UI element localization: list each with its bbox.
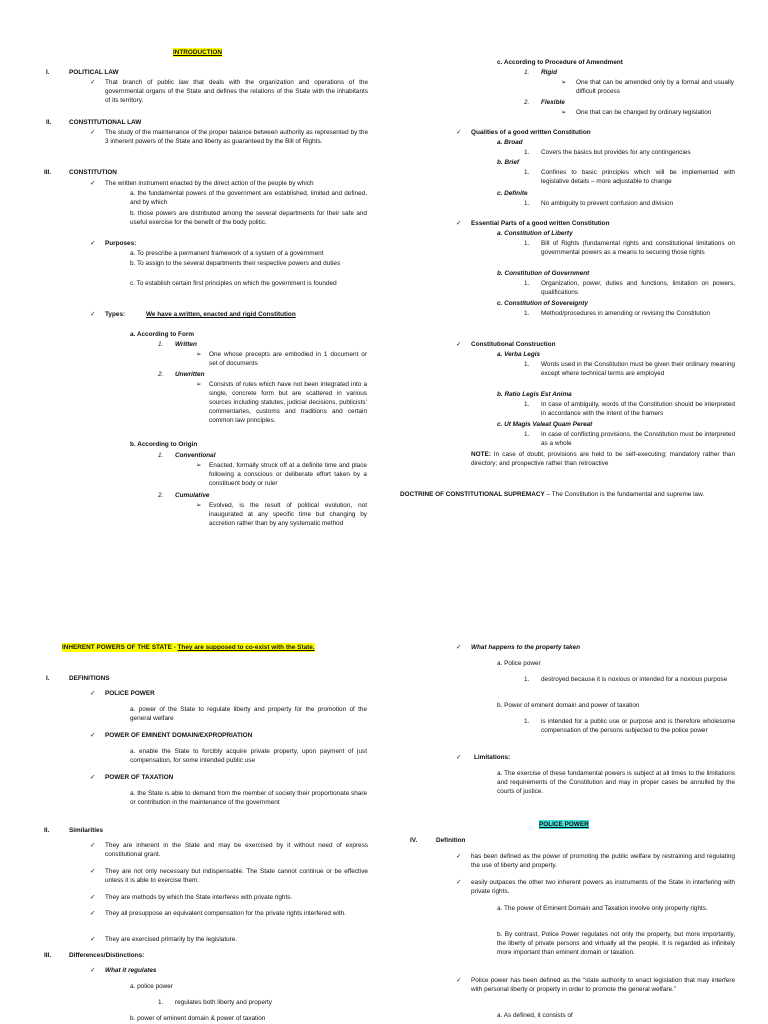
item-desc: One that can be changed by ordinary legislation: [576, 109, 712, 116]
sub-heading: a. According to Form: [130, 331, 195, 338]
list-item: easily outpaces the other two inherent powers as instruments of the State in interfering with private rights.: [471, 879, 735, 895]
list-item: They all presuppose an equivalent compensation for the private rights interfered with.: [105, 910, 346, 917]
item-num: 1.: [524, 280, 530, 287]
item-num: 1.: [158, 341, 164, 348]
sub-heading: b. According to Origin: [130, 441, 198, 448]
item-desc: regulates both liberty and property: [175, 999, 272, 1006]
item-term: Flexible: [541, 99, 565, 106]
check-icon: ✓: [90, 732, 96, 739]
qualities-heading: Qualities of a good written Constitution: [471, 129, 591, 136]
item-num: 2.: [158, 371, 164, 378]
arrow-icon: ➢: [196, 502, 202, 509]
sub-heading: c. According to Procedure of Amendment: [497, 59, 623, 66]
item-desc: Covers the basics but provides for any contingencies: [541, 149, 691, 156]
list-item: b. By contrast, Police Power regulates not only the property, but more importantly, the liberty of private persons and virtually all the people. It is regarded as infinitely more important than eminent domain or taxation.: [497, 931, 735, 956]
item-num: 1.: [524, 169, 530, 176]
item-num: 1.: [524, 240, 530, 247]
list-item: a. Police power: [497, 660, 541, 667]
check-icon: ✓: [456, 977, 462, 984]
list-item: c. To establish certain first principles on which the government is founded: [130, 280, 337, 287]
item-desc: In case of conflicting provisions, the Constitution must be interpreted as a whole: [541, 431, 735, 447]
check-icon: ✓: [456, 853, 462, 860]
item-num: 1.: [524, 310, 530, 317]
sub-term: a. Broad: [497, 139, 523, 146]
list-item: b. power of eminent domain & power of taxation: [130, 1015, 266, 1022]
list-item: a. The exercise of these fundamental powers is subject at all times to the limitations and requirements of the Constitution and may in proper cases be annulled by the courts of justice.: [497, 770, 735, 795]
powers-title-sub: They are supposed to co-exist with the State.: [177, 644, 315, 651]
section-heading: POLITICAL LAW: [69, 69, 119, 76]
arrow-icon: ➢: [196, 351, 202, 358]
list-item: a. power of the State to regulate liberty and property for the promotion of the general welfare: [130, 706, 367, 722]
list-item: They are not only necessary but indispensable. The State cannot continue or be effective unless it is able to exercise them.: [105, 868, 368, 884]
item-term: Cumulative: [175, 492, 210, 499]
item-desc: Enacted, formally struck off at a definite time and place following a conscious or deliberate effort taken by a constituent body or ruler: [209, 462, 367, 487]
note-label: NOTE:: [471, 451, 491, 458]
sub-heading: Limitations:: [474, 754, 511, 761]
paragraph: That branch of public law that deals with the organization and operations of the governmental organs of the State and defines the relations of the State with the inhabitants of its territory.: [105, 79, 368, 104]
list-item: b. Power of eminent domain and power of taxation: [497, 702, 640, 709]
check-icon: ✓: [90, 868, 96, 875]
list-item: They are inherent in the State and may be exercised by it without need of express constitutional grant.: [105, 842, 368, 858]
item-desc: No ambiguity to prevent confusion and division: [541, 200, 674, 207]
note-body: In case of doubt, provisions are held to be self-executing; mandatory rather than directory; and prospective rather than retroactive: [471, 451, 735, 467]
doctrine-body: – The Constitution is the fundamental and supreme law.: [544, 491, 705, 498]
item-num: 2.: [158, 492, 164, 499]
doctrine-heading: DOCTRINE OF CONSTITUTIONAL SUPREMACY: [400, 491, 545, 498]
item-num: 1.: [524, 361, 530, 368]
check-icon: ✓: [90, 842, 96, 849]
power-heading: POLICE POWER: [105, 690, 155, 697]
types-heading: Types:: [105, 311, 126, 318]
list-item: a. The power of Eminent Domain and Taxation involve only property rights.: [497, 905, 708, 912]
section-num: II.: [46, 119, 52, 126]
list-item: a. the State is able to demand from the member of society their proportionate share or contribution in the maintenance of the government: [130, 790, 367, 806]
check-icon: ✓: [90, 311, 96, 318]
item-num: 2.: [524, 99, 530, 106]
sub-term: b. Brief: [497, 159, 520, 166]
item-num: 1.: [524, 69, 530, 76]
arrow-icon: ➢: [561, 109, 567, 116]
item-term: Unwritten: [175, 371, 205, 378]
arrow-icon: ➢: [196, 381, 202, 388]
item-desc: Organization, power, duties and functions, limitation on powers, qualifications: [541, 280, 735, 296]
section-num: I.: [46, 675, 50, 682]
item-desc: Method/procedures in amending or revising the Constitution: [541, 310, 711, 317]
item-num: 1.: [524, 200, 530, 207]
paragraph: The written instrument enacted by the direct action of the people by which: [105, 180, 314, 187]
sub-term: c. Ut Magis Valeat Quam Pereat: [497, 421, 593, 428]
list-item: Police power has been defined as the “state authority to enact legislation that may interfere with personal liberty or property in order to promote the general welfare.”: [471, 977, 735, 993]
power-heading: POWER OF EMINENT DOMAIN/EXPROPRIATION: [105, 732, 253, 739]
check-icon: ✓: [90, 910, 96, 917]
check-icon: ✓: [90, 894, 96, 901]
check-icon: ✓: [90, 967, 96, 974]
paragraph: The study of the maintenance of the proper balance between authority as represented by the 3 inherent powers of the State and liberty as guaranteed by the Bill of Rights.: [105, 129, 368, 145]
item-desc: destroyed because it is noxious or intended for a noxious purpose: [541, 676, 728, 683]
check-icon: ✓: [90, 79, 96, 86]
types-tagline: We have a written, enacted and rigid Constitution: [146, 311, 296, 318]
check-icon: ✓: [90, 240, 96, 247]
check-icon: ✓: [90, 774, 96, 781]
item-desc: One whose precepts are embodied in 1 document or set of documents: [209, 351, 367, 367]
sub-term: b. Constitution of Government: [497, 270, 590, 277]
item-desc: is intended for a public use or purpose and is therefore wholesome compensation of the persons subjected to the police power: [541, 718, 735, 734]
essential-heading: Essential Parts of a good written Constitution: [471, 220, 610, 227]
list-item: b. To assign to the several departments their respective powers and duties: [130, 260, 341, 267]
section-num: IV.: [410, 837, 418, 844]
sub-term: c. Definite: [497, 190, 528, 197]
powers-title-main: INHERENT POWERS OF THE STATE -: [62, 644, 176, 651]
check-icon: ✓: [456, 129, 462, 136]
list-item: b. those powers are distributed among the several departments for their safe and useful exercise for the benefit of the body politic.: [130, 210, 367, 226]
police-power-title: POLICE POWER: [539, 821, 589, 828]
check-icon: ✓: [90, 936, 96, 943]
item-desc: One that can be amended only by a formal and usually difficult process: [576, 79, 734, 95]
item-desc: Bill of Rights (fundamental rights and constitutional limitations on governmental powers as a means to securing those rights: [541, 240, 735, 256]
section-heading: DEFINITIONS: [69, 675, 110, 682]
check-icon: ✓: [456, 341, 462, 348]
section-heading: Differences/Distinctions:: [69, 952, 145, 959]
item-desc: In case of ambiguity, words of the Constitution should be interpreted in accordance with the intent of the framers: [541, 401, 735, 417]
section-heading: CONSTITUTION: [69, 169, 117, 176]
doctrine-paragraph: [400, 490, 735, 499]
sub-term: What happens to the property taken: [471, 644, 581, 651]
item-num: 1.: [524, 676, 530, 683]
item-desc: Confines to basic principles which will be implemented with legislative details – more adjustable to change: [541, 169, 735, 185]
item-num: 1.: [524, 431, 530, 438]
list-item: a. As defined, it consists of: [497, 1012, 573, 1019]
check-icon: ✓: [456, 754, 462, 761]
check-icon: ✓: [456, 220, 462, 227]
list-item: a. police power: [130, 983, 173, 990]
intro-title: INTRODUCTION: [173, 49, 222, 56]
check-icon: ✓: [456, 879, 462, 886]
list-item: They are methods by which the State interferes with private rights.: [105, 894, 293, 901]
note-text: [471, 450, 735, 468]
sub-term: a. Verba Legis: [497, 351, 541, 358]
item-term: Rigid: [541, 69, 557, 76]
section-num: II.: [44, 827, 50, 834]
section-num: III.: [44, 952, 52, 959]
check-icon: ✓: [456, 644, 462, 651]
section-heading: Definition: [436, 837, 466, 844]
item-term: Written: [175, 341, 197, 348]
construction-heading: Constitutional Construction: [471, 341, 556, 348]
item-num: 1.: [158, 999, 164, 1006]
item-num: 1.: [524, 149, 530, 156]
item-desc: Words used in the Constitution must be given their ordinary meaning except where technical terms are employed: [541, 361, 735, 377]
sub-term: b. Ratio Legis Est Anima: [497, 391, 572, 398]
list-item: a. the fundamental powers of the government are established, limited and defined, and by which: [130, 190, 367, 206]
section-num: I.: [46, 69, 50, 76]
item-num: 1.: [158, 452, 164, 459]
power-heading: POWER OF TAXATION: [105, 774, 174, 781]
check-icon: ✓: [90, 129, 96, 136]
sub-term: a. Constitution of Liberty: [497, 230, 573, 237]
section-heading: CONSTITUTIONAL LAW: [69, 119, 142, 126]
section-num: III.: [44, 169, 52, 176]
list-item: a. enable the State to forcibly acquire private property, upon payment of just compensation, for some intended public use: [130, 748, 367, 764]
arrow-icon: ➢: [561, 79, 567, 86]
item-num: 1.: [524, 401, 530, 408]
item-desc: Consists of rules which have not been integrated into a single, concrete form but are scattered in various sources including statutes, judicial decisions, publicists’ commentaries, customs and traditions and certain common law principles.: [209, 381, 367, 424]
check-icon: ✓: [90, 180, 96, 187]
sub-term: What it regulates: [105, 967, 157, 974]
purposes-heading: Purposes:: [105, 240, 137, 247]
list-item: They are exercised primarily by the legislature.: [105, 936, 238, 943]
powers-title: [62, 643, 315, 652]
item-num: 1.: [524, 718, 530, 725]
item-desc: Evolved, is the result of political evolution, not inaugurated at any specific time but changing by accretion rather than by any systematic method: [209, 502, 367, 527]
arrow-icon: ➢: [196, 462, 202, 469]
check-icon: ✓: [90, 690, 96, 697]
section-heading: Similarities: [69, 827, 104, 834]
sub-term: c. Constitution of Sovereignty: [497, 300, 588, 307]
list-item: has been defined as the power of promoting the public welfare by restraining and regulating the use of liberty and property.: [471, 853, 735, 869]
list-item: a. To prescribe a permanent framework of a system of a government: [130, 250, 324, 257]
item-term: Conventional: [175, 452, 216, 459]
